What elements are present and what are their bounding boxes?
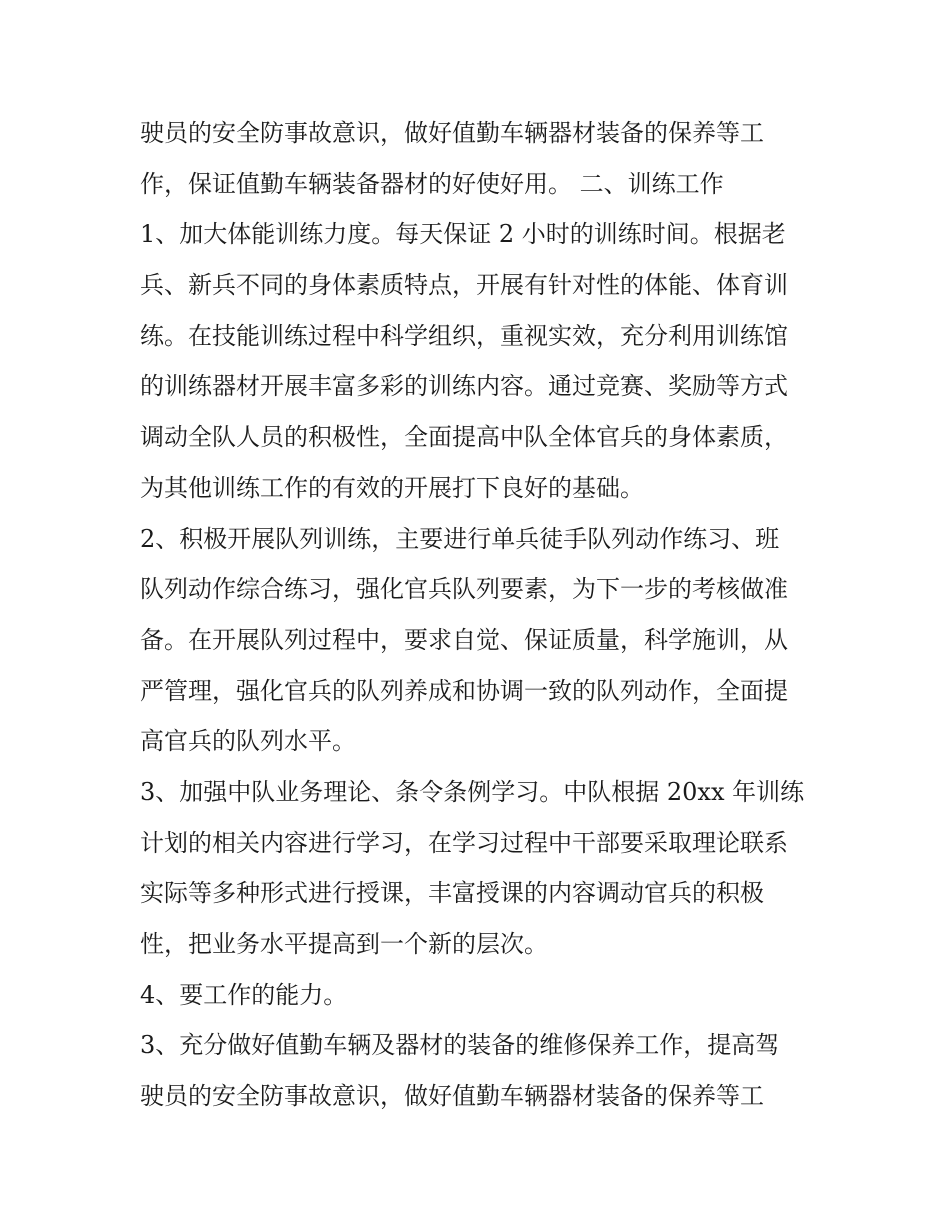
text-line: 驶员的安全防事故意识，做好值勤车辆器材装备的保养等工 [140, 119, 764, 147]
text-line: 兵、新兵不同的身体素质特点，开展有针对性的体能、体育训 [140, 271, 788, 300]
text-line: 备。在开展队列过程中，要求自觉、保证质量，科学施训，从 [140, 625, 788, 654]
text-line: 驶员的安全防事故意识，做好值勤车辆器材装备的保养等工 [140, 1082, 764, 1111]
text-line: 实际等多种形式进行授课，丰富授课的内容调动官兵的积极 [140, 879, 764, 908]
text-line: 严管理，强化官兵的队列养成和协调一致的队列动作，全面提 [140, 676, 788, 705]
text-line: 计划的相关内容进行学习，在学习过程中干部要采取理论联系 [140, 828, 788, 857]
text-line: 3、充分做好值勤车辆及器材的装备的维修保养工作，提高驾 [140, 1031, 780, 1060]
text-line: 的训练器材开展丰富多彩的训练内容。通过竞赛、奖励等方式 [140, 372, 788, 401]
text-line: 调动全队人员的积极性，全面提高中队全体官兵的身体素质， [140, 423, 788, 452]
text-line: 4、要工作的能力。 [140, 980, 348, 1009]
text-line: 为其他训练工作的有效的开展打下良好的基础。 [140, 473, 644, 502]
text-line: 作，保证值勤车辆装备器材的好使好用。 二、训练工作 [140, 169, 724, 198]
text-line: 队列动作综合练习，强化官兵队列要素，为下一步的考核做准 [140, 575, 788, 604]
text-line: 3、加强中队业务理论、条令条例学习。中队根据 20xx 年训练 [140, 777, 805, 806]
text-line: 练。在技能训练过程中科学组织，重视实效，充分利用训练馆 [140, 321, 788, 350]
text-line: 1、加大体能训练力度。每天保证 2 小时的训练时间。根据老 [140, 220, 786, 249]
text-line: 高官兵的队列水平。 [140, 727, 356, 756]
body-text [140, 108, 820, 1122]
text-line: 2、积极开展队列训练，主要进行单兵徒手队列动作练习、班 [140, 524, 780, 553]
text-line: 性，把业务水平提高到一个新的层次。 [140, 930, 548, 958]
